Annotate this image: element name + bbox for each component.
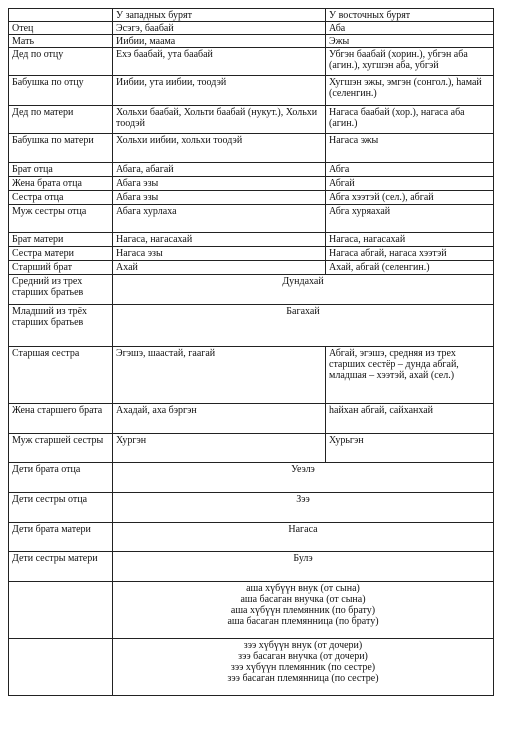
east-cell: Абга хээтэй (сел.), абгай <box>326 191 494 205</box>
table-row <box>9 261 494 275</box>
east-cell: Абгай <box>326 177 494 191</box>
west-cell: Нагаса, нагасахай <box>113 233 326 247</box>
east-cell: һайхан абгай, сайханхай <box>326 404 494 434</box>
block-lines-cell <box>113 639 494 696</box>
term-cell: Старший брат <box>9 261 113 275</box>
table-row <box>9 404 494 434</box>
west-cell: Эгэшэ, шаастай, гаагай <box>113 347 326 404</box>
east-cell: Хугшэн эжы, эмгэн (сонгол.), һамай (селенгин.) <box>326 76 494 106</box>
table-row <box>9 163 494 177</box>
term-cell: Бабушка по матери <box>9 134 113 163</box>
east-cell: Ахай, абгай (селенгин.) <box>326 261 494 275</box>
west-cell: Эсэгэ, баабай <box>113 22 326 35</box>
west-cell: Иибии, маама <box>113 35 326 48</box>
kinship-terms-table <box>8 8 494 696</box>
west-cell: Ахай <box>113 261 326 275</box>
east-cell: Аба <box>326 22 494 35</box>
term-cell: Отец <box>9 22 113 35</box>
table-row <box>9 191 494 205</box>
table-row <box>9 177 494 191</box>
block-line: зээ хүбүүн племянник (по сестре) <box>230 662 376 673</box>
table-row <box>9 134 494 163</box>
term-cell: Средний из трех старших братьев <box>9 275 113 305</box>
term-cell: Сестра отца <box>9 191 113 205</box>
term-cell: Брат матери <box>9 233 113 247</box>
table-row <box>9 247 494 261</box>
west-cell: Ахадай, аха бэргэн <box>113 404 326 434</box>
east-cell: Нагаса абгай, нагаса хээтэй <box>326 247 494 261</box>
merged-value-cell: Зээ <box>113 493 494 523</box>
table-row-merged <box>9 305 494 347</box>
header-row <box>9 9 494 22</box>
term-cell: Дед по отцу <box>9 48 113 76</box>
term-cell <box>9 639 113 696</box>
block-line: зээ хүбүүн внук (от дочери) <box>243 640 363 651</box>
east-cell: Абга <box>326 163 494 177</box>
west-cell: Нагаса эзы <box>113 247 326 261</box>
block-line: зээ басаган внучка (от дочери) <box>238 651 368 662</box>
block-lines-cell <box>113 582 494 639</box>
table-row-merged <box>9 493 494 523</box>
west-cell: Абага эзы <box>113 191 326 205</box>
block-line: аша хүбүүн племянник (по брату) <box>230 605 376 616</box>
merged-value-cell: Уеэлэ <box>113 463 494 493</box>
merged-value-cell: Багахай <box>113 305 494 347</box>
term-cell: Брат отца <box>9 163 113 177</box>
term-cell <box>9 582 113 639</box>
table-row <box>9 233 494 247</box>
term-cell: Жена брата отца <box>9 177 113 191</box>
merged-value-cell: Дундахай <box>113 275 494 305</box>
term-cell: Дети сестры отца <box>9 493 113 523</box>
table-row <box>9 22 494 35</box>
term-cell: Дед по матери <box>9 106 113 134</box>
table-row <box>9 76 494 106</box>
table-row <box>9 35 494 48</box>
merged-value-cell: Булэ <box>113 552 494 582</box>
east-cell: Нагаса, нагасахай <box>326 233 494 247</box>
west-cell: Хургэн <box>113 434 326 463</box>
term-cell: Сестра матери <box>9 247 113 261</box>
table-row-merged <box>9 275 494 305</box>
term-cell: Муж сестры отца <box>9 205 113 233</box>
west-cell: Абага, абагай <box>113 163 326 177</box>
term-cell: Мать <box>9 35 113 48</box>
east-cell: Нагаса эжы <box>326 134 494 163</box>
west-cell: Абага эзы <box>113 177 326 191</box>
table-row-merged <box>9 552 494 582</box>
block-line: аша хүбүүн внук (от сына) <box>246 583 360 594</box>
table-row <box>9 48 494 76</box>
east-cell: Убгэн баабай (хорин.), убгэн аба (агин.), хугшэн аба, убгэй <box>326 48 494 76</box>
header-east-cell: У восточных бурят <box>326 9 494 22</box>
block-line: аша басаган племянница (по брату) <box>227 616 379 627</box>
term-cell: Жена старшего брата <box>9 404 113 434</box>
west-cell: Иибии, ута иибии, тоодэй <box>113 76 326 106</box>
table-row-merged <box>9 463 494 493</box>
table-row-block <box>9 582 494 639</box>
west-cell: Ехэ баабай, ута баабай <box>113 48 326 76</box>
table-row <box>9 347 494 404</box>
east-cell: Абга хуряахай <box>326 205 494 233</box>
table-row <box>9 106 494 134</box>
merged-value-cell: Нагаса <box>113 523 494 552</box>
table-row-block <box>9 639 494 696</box>
block-line: аша басаган внучка (от сына) <box>240 594 366 605</box>
term-cell: Младший из трёх старших братьев <box>9 305 113 347</box>
table-row <box>9 205 494 233</box>
term-cell: Дети брата отца <box>9 463 113 493</box>
table-row <box>9 434 494 463</box>
west-cell: Хольхи баабай, Хольти баабай (нукут.), Хольхи тоодэй <box>113 106 326 134</box>
east-cell: Нагаса баабай (хор.), нагаса аба (агин.) <box>326 106 494 134</box>
east-cell: Хурьгэн <box>326 434 494 463</box>
west-cell: Абага хурлаха <box>113 205 326 233</box>
term-cell: Муж старшей сестры <box>9 434 113 463</box>
term-cell: Бабушка по отцу <box>9 76 113 106</box>
table-row-merged <box>9 523 494 552</box>
term-cell: Старшая сестра <box>9 347 113 404</box>
term-cell: Дети сестры матери <box>9 552 113 582</box>
term-cell: Дети брата матери <box>9 523 113 552</box>
header-term-cell <box>9 9 113 22</box>
east-cell: Абгай, эгэшэ, средняя из трех старших сестёр – дунда абгай, младшая – хээтэй, ахай (сел.) <box>326 347 494 404</box>
block-line: зээ басаган племянница (по сестре) <box>227 673 379 684</box>
east-cell: Эжы <box>326 35 494 48</box>
header-west-cell: У западных бурят <box>113 9 326 22</box>
west-cell: Хольхи иибии, хольхи тоодэй <box>113 134 326 163</box>
